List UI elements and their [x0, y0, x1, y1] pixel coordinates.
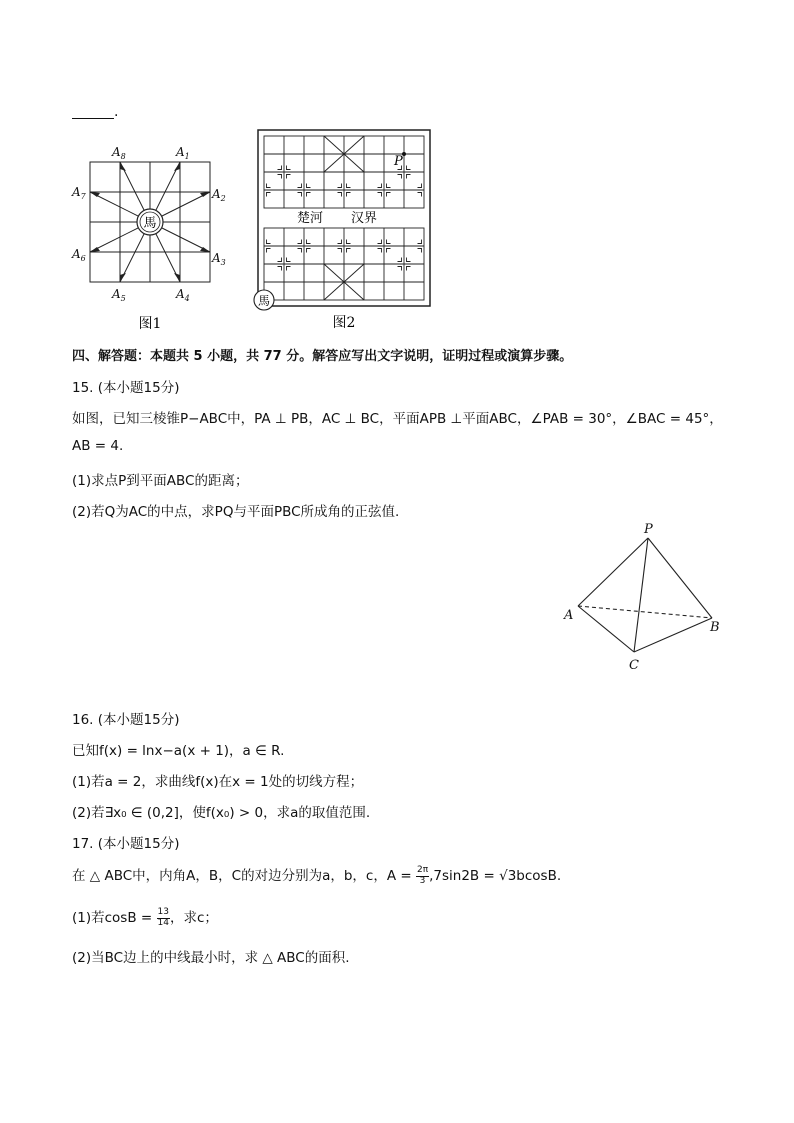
label-a6-sub: 6 — [80, 254, 86, 263]
figure-2-caption: 图2 — [332, 315, 356, 331]
figure-1 — [66, 138, 236, 334]
q16-part1: (1)若a = 2，求曲线f(x)在x = 1处的切线方程； — [72, 774, 364, 790]
river-right-label: 汉界 — [350, 211, 378, 226]
svg-text:A1 — [175, 145, 190, 161]
label-a2-sub: 2 — [220, 194, 226, 203]
vertex-b: B — [710, 620, 720, 635]
fraction-cosb — [157, 908, 170, 928]
label-a1: A — [176, 145, 185, 159]
vertex-p: P — [644, 522, 653, 537]
label-a5: A — [112, 287, 121, 301]
fraction-angle-a-den: 3 — [419, 875, 426, 886]
label-a5-sub: 5 — [120, 294, 126, 303]
figure-2 — [250, 126, 434, 336]
q17-part1 — [72, 906, 218, 928]
vertex-c: C — [629, 658, 639, 673]
fraction-cosb-num: 13 — [157, 907, 169, 918]
label-a3-sub: 3 — [220, 258, 226, 267]
fraction-angle-a — [416, 866, 429, 886]
figure-1-caption: 图1 — [138, 316, 162, 332]
q15-part1: (1)求点P到平面ABC的距离； — [72, 473, 249, 489]
label-a6: A — [72, 247, 81, 261]
label-a8-sub: 8 — [120, 152, 126, 161]
q17-part2: (2)当BC边上的中线最小时，求 △ ABC的面积. — [72, 950, 350, 966]
q17-stem-after: ,7sin2B = √3bcosB. — [429, 868, 562, 884]
q17-header: 17. (本小题15分) — [72, 836, 180, 852]
svg-text:A6 — [71, 247, 86, 263]
blank-period: . — [114, 104, 119, 120]
label-a4: A — [176, 287, 185, 301]
svg-text:A8 — [111, 145, 126, 161]
q17-stem-before: 在 △ ABC中，内角A，B，C的对边分别为a，b，c，A = — [72, 868, 416, 884]
svg-text:A3 — [211, 251, 226, 267]
knight-char-2: 馬 — [257, 294, 271, 308]
river-left-label: 楚河 — [296, 211, 324, 226]
q17-part1-before: (1)若cosB = — [72, 910, 157, 926]
q16-header: 16. (本小题15分) — [72, 712, 180, 728]
section-heading: 四、解答题：本题共 5 小题，共 77 分。解答应写出文字说明，证明过程或演算步骤。 — [72, 349, 573, 364]
label-a2: A — [212, 187, 221, 201]
label-a7: A — [72, 185, 81, 199]
q16-part2: (2)若∃x₀ ∈ (0,2]，使f(x₀) > 0，求a的取值范围. — [72, 805, 371, 821]
q15-stem-line1: 如图，已知三棱锥P−ABC中，PA ⊥ PB，AC ⊥ BC，平面APB ⊥平面ABC，∠PAB = 30°，∠BAC = 45°， — [72, 411, 723, 427]
point-p-label: P — [394, 154, 403, 169]
q17-part1-after: ，求c； — [169, 910, 218, 926]
q15-part2: (2)若Q为AC的中点，求PQ与平面PBC所成角的正弦值. — [72, 504, 400, 520]
tetrahedron-figure — [556, 520, 736, 680]
q16-stem: 已知f(x) = lnx−a(x + 1)，a ∈ R. — [72, 743, 285, 759]
label-a3: A — [212, 251, 221, 265]
answer-blank — [72, 118, 114, 119]
q15-header: 15. (本小题15分) — [72, 380, 180, 396]
svg-text:A7 — [71, 185, 87, 201]
svg-text:A2 — [211, 187, 226, 203]
fraction-cosb-den: 14 — [157, 917, 169, 928]
vertex-a: A — [564, 608, 574, 623]
label-a4-sub: 4 — [184, 294, 190, 303]
q15-stem-line2: AB = 4. — [72, 438, 124, 454]
q17-stem — [72, 864, 561, 886]
label-a8: A — [112, 145, 121, 159]
knight-char: 馬 — [143, 216, 157, 231]
svg-text:A4 — [175, 287, 190, 303]
fraction-angle-a-num: 2π — [416, 865, 429, 876]
label-a1-sub: 1 — [184, 152, 190, 161]
label-a7-sub: 7 — [80, 192, 86, 201]
svg-text:A5 — [111, 287, 126, 303]
